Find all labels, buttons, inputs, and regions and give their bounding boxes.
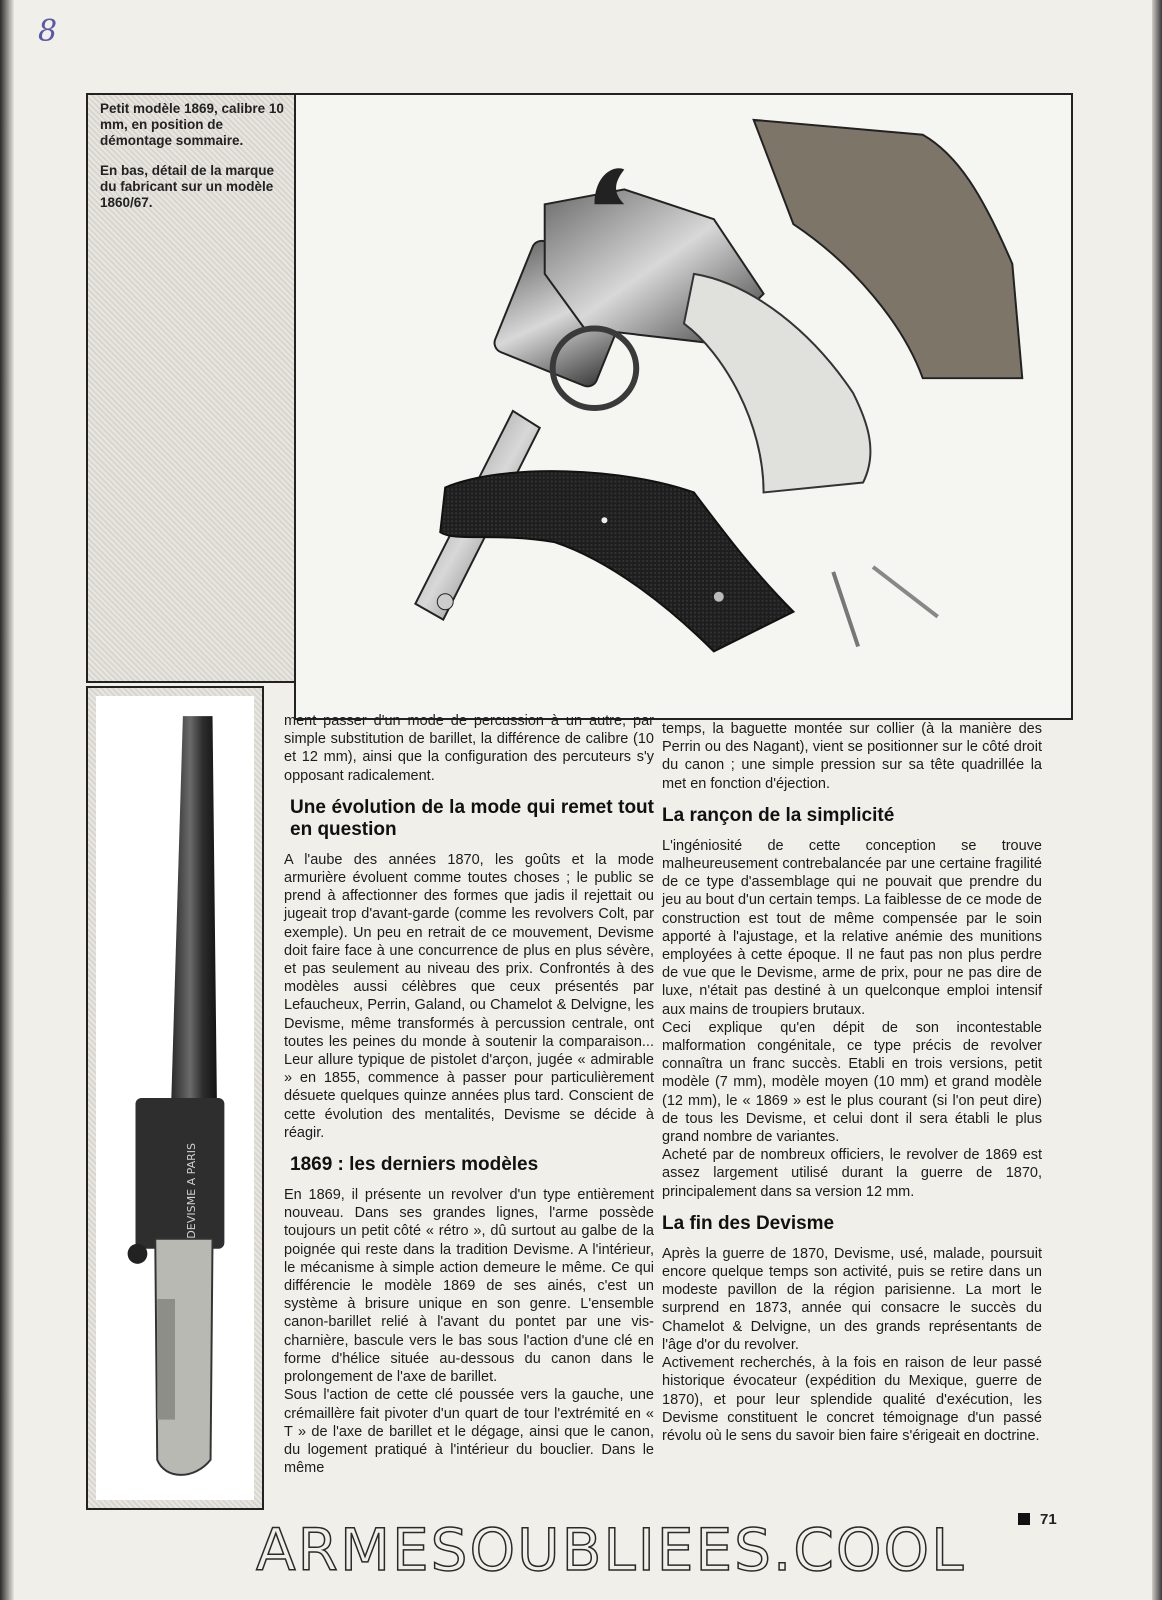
revolver-illustration <box>296 95 1071 718</box>
maker-mark-detail-photo <box>86 686 264 1510</box>
frame-vertical-shape <box>136 1098 225 1249</box>
article-column-left <box>284 712 654 1477</box>
column-left-intro: ment passer d'un mode de percussion à un autre, par simple substitution de barillet, la différence de calibre (10 et 12 mm), ainsi que la configuration des percuteurs s'y opposant radicalement. <box>284 713 654 784</box>
page-number-text: 71 <box>1040 1511 1057 1528</box>
heading-evolution-mode: Une évolution de la mode qui remet tout en question <box>290 796 654 840</box>
column-right-intro: temps, la baguette montée sur collier (à la manière des Perrin ou des Nagant), vient se positionner sur le côté droit du canon ; une simple pression sur sa tête quadrillée la met en fonction d'éjection. <box>662 721 1042 792</box>
maker-engraving: DEVISME A PARIS <box>184 1142 198 1239</box>
maker-mark-illustration <box>96 696 254 1500</box>
paragraph: Acheté par de nombreux officiers, le revolver de 1869 est assez largement utilisé durant la guerre de 1870, principalement dans sa version 12 mm. <box>662 1147 1042 1200</box>
paragraph: Activement recherchés, à la fois en raison de leur passé historique évocateur (expédition du Mexique, guerre de 1870), et pour leur splendide qualité d'exécution, les Devisme constituent le concret témoignage d'un passé révolu où le sens du savoir bien faire s'érigeait en doctrine. <box>662 1355 1042 1444</box>
caption-panel <box>86 93 300 683</box>
page-edge-left <box>0 0 14 1600</box>
paragraph: En 1869, il présente un revolver d'un type entièrement nouveau. Dans ses grandes lignes, l'arme possède toujours un petit côté « rétro », dû surtout au galbe de la poignée qui reste dans la tradition Devisme. A l'intérieur, le mécanisme à simple action demeure le même. Ce qui différencie le modèle 1869 de ses ainés, c'est un système à brisure unique en son genre. L'ensemble canon-barillet relié à l'avant du pontet par une vis-charnière, bascule vers le bas sous l'action d'une clé en forme d'hélice située au-dessous du canon dans le prolongement de l'axe de barillet. <box>284 1187 654 1386</box>
paragraph: L'ingéniosité de cette conception se trouve malheureusement contrebalancée par une certaine fragilité de ce type d'assemblage qui ne pouvait que prendre du jeu au bout d'un certain temps. La faiblesse de ce mode de construction est tout de même compensée par le soin apporté à l'ajustage, et la relative anémie des munitions employées à cette époque. Il ne faut pas non plus perdre de vue que le Devisme, arme de prix, pour ne pas dire de luxe, n'était pas destiné à un quelconque emploi intensif aux mains de troupiers brutaux. <box>662 837 1042 1018</box>
handwritten-folio: 8 <box>38 14 58 49</box>
revolver-disassembled-photo <box>294 93 1073 720</box>
heading-rancon-simplicite: La rançon de la simplicité <box>662 804 895 826</box>
article-column-right <box>662 720 1042 1445</box>
paragraph: Après la guerre de 1870, Devisme, usé, malade, poursuit encore quelque temps son activité, puis se retire dans un modeste pavillon de la région parisienne. La mort le surprend en 1873, année qui consacre le succès du Chamelot & Delvigne, un des grands représentants de l'âge d'or du revolver. <box>662 1245 1042 1353</box>
watermark: ARMESOUBLIEES.COOL <box>256 1516 966 1584</box>
paragraph: A l'aube des années 1870, les goûts et la mode armurière évoluent comme toutes choses ; le public se prend à affectionner des formes que jadis il rejettait ou jugeait trop d'avant-garde (comme les revolvers Colt, par exemple). Un peu en retrait de ce mouvement, Devisme doit faire face à une concurrence de plus en plus sévère, et pas seulement au niveau des prix. Confrontés à des modèles aussi célèbres que ceux présentés par Lefaucheux, Perrin, Galand, ou Chamelot & Delvigne, les Devisme, même transformés à percussion centrale, ont toutes les peines du monde à soutenir la comparaison... Leur allure typique de pistolet d'arçon, jugée « admirable » en 1855, commence à passer pour particulièrement désuete quelques quinze années plus tard. Conscient de cette évolution des mentalités, Devisme se décide à réagir. <box>284 851 654 1141</box>
paragraph: Sous l'action de cette clé poussée vers la gauche, une crémaillère fait pivoter d'un quart de tour l'extrémité en « T » de l'axe de barillet et le dégage, ainsi que le canon, du logement pratiqué à l'intérieur du bouclier. Dans le même <box>284 1387 654 1477</box>
heading-fin-devisme: La fin des Devisme <box>662 1212 835 1234</box>
page-number <box>1018 1511 1057 1528</box>
heading-derniers-modeles: 1869 : les derniers modèles <box>290 1154 539 1176</box>
paragraph: Ceci explique qu'en dépit de son incontestable malformation congénitale, ce type précis de revolver connaîtra un franc succès. Etabli en trois versions, petit modèle (7 mm), modèle moyen (10 mm) et grand modèle (12 mm), le « 1869 » est le plus courant (si l'on peut dire) de tous les Devisme, et celui dont il sera établi le plus grand nombre de variantes. <box>662 1019 1042 1146</box>
end-mark-square <box>1018 1513 1030 1525</box>
page-edge-right <box>1152 0 1162 1600</box>
caption-text-2: En bas, détail de la marque du fabricant sur un modèle 1860/67. <box>100 163 275 210</box>
caption-text-1: Petit modèle 1869, calibre 10 mm, en position de démontage sommaire. <box>100 101 284 148</box>
